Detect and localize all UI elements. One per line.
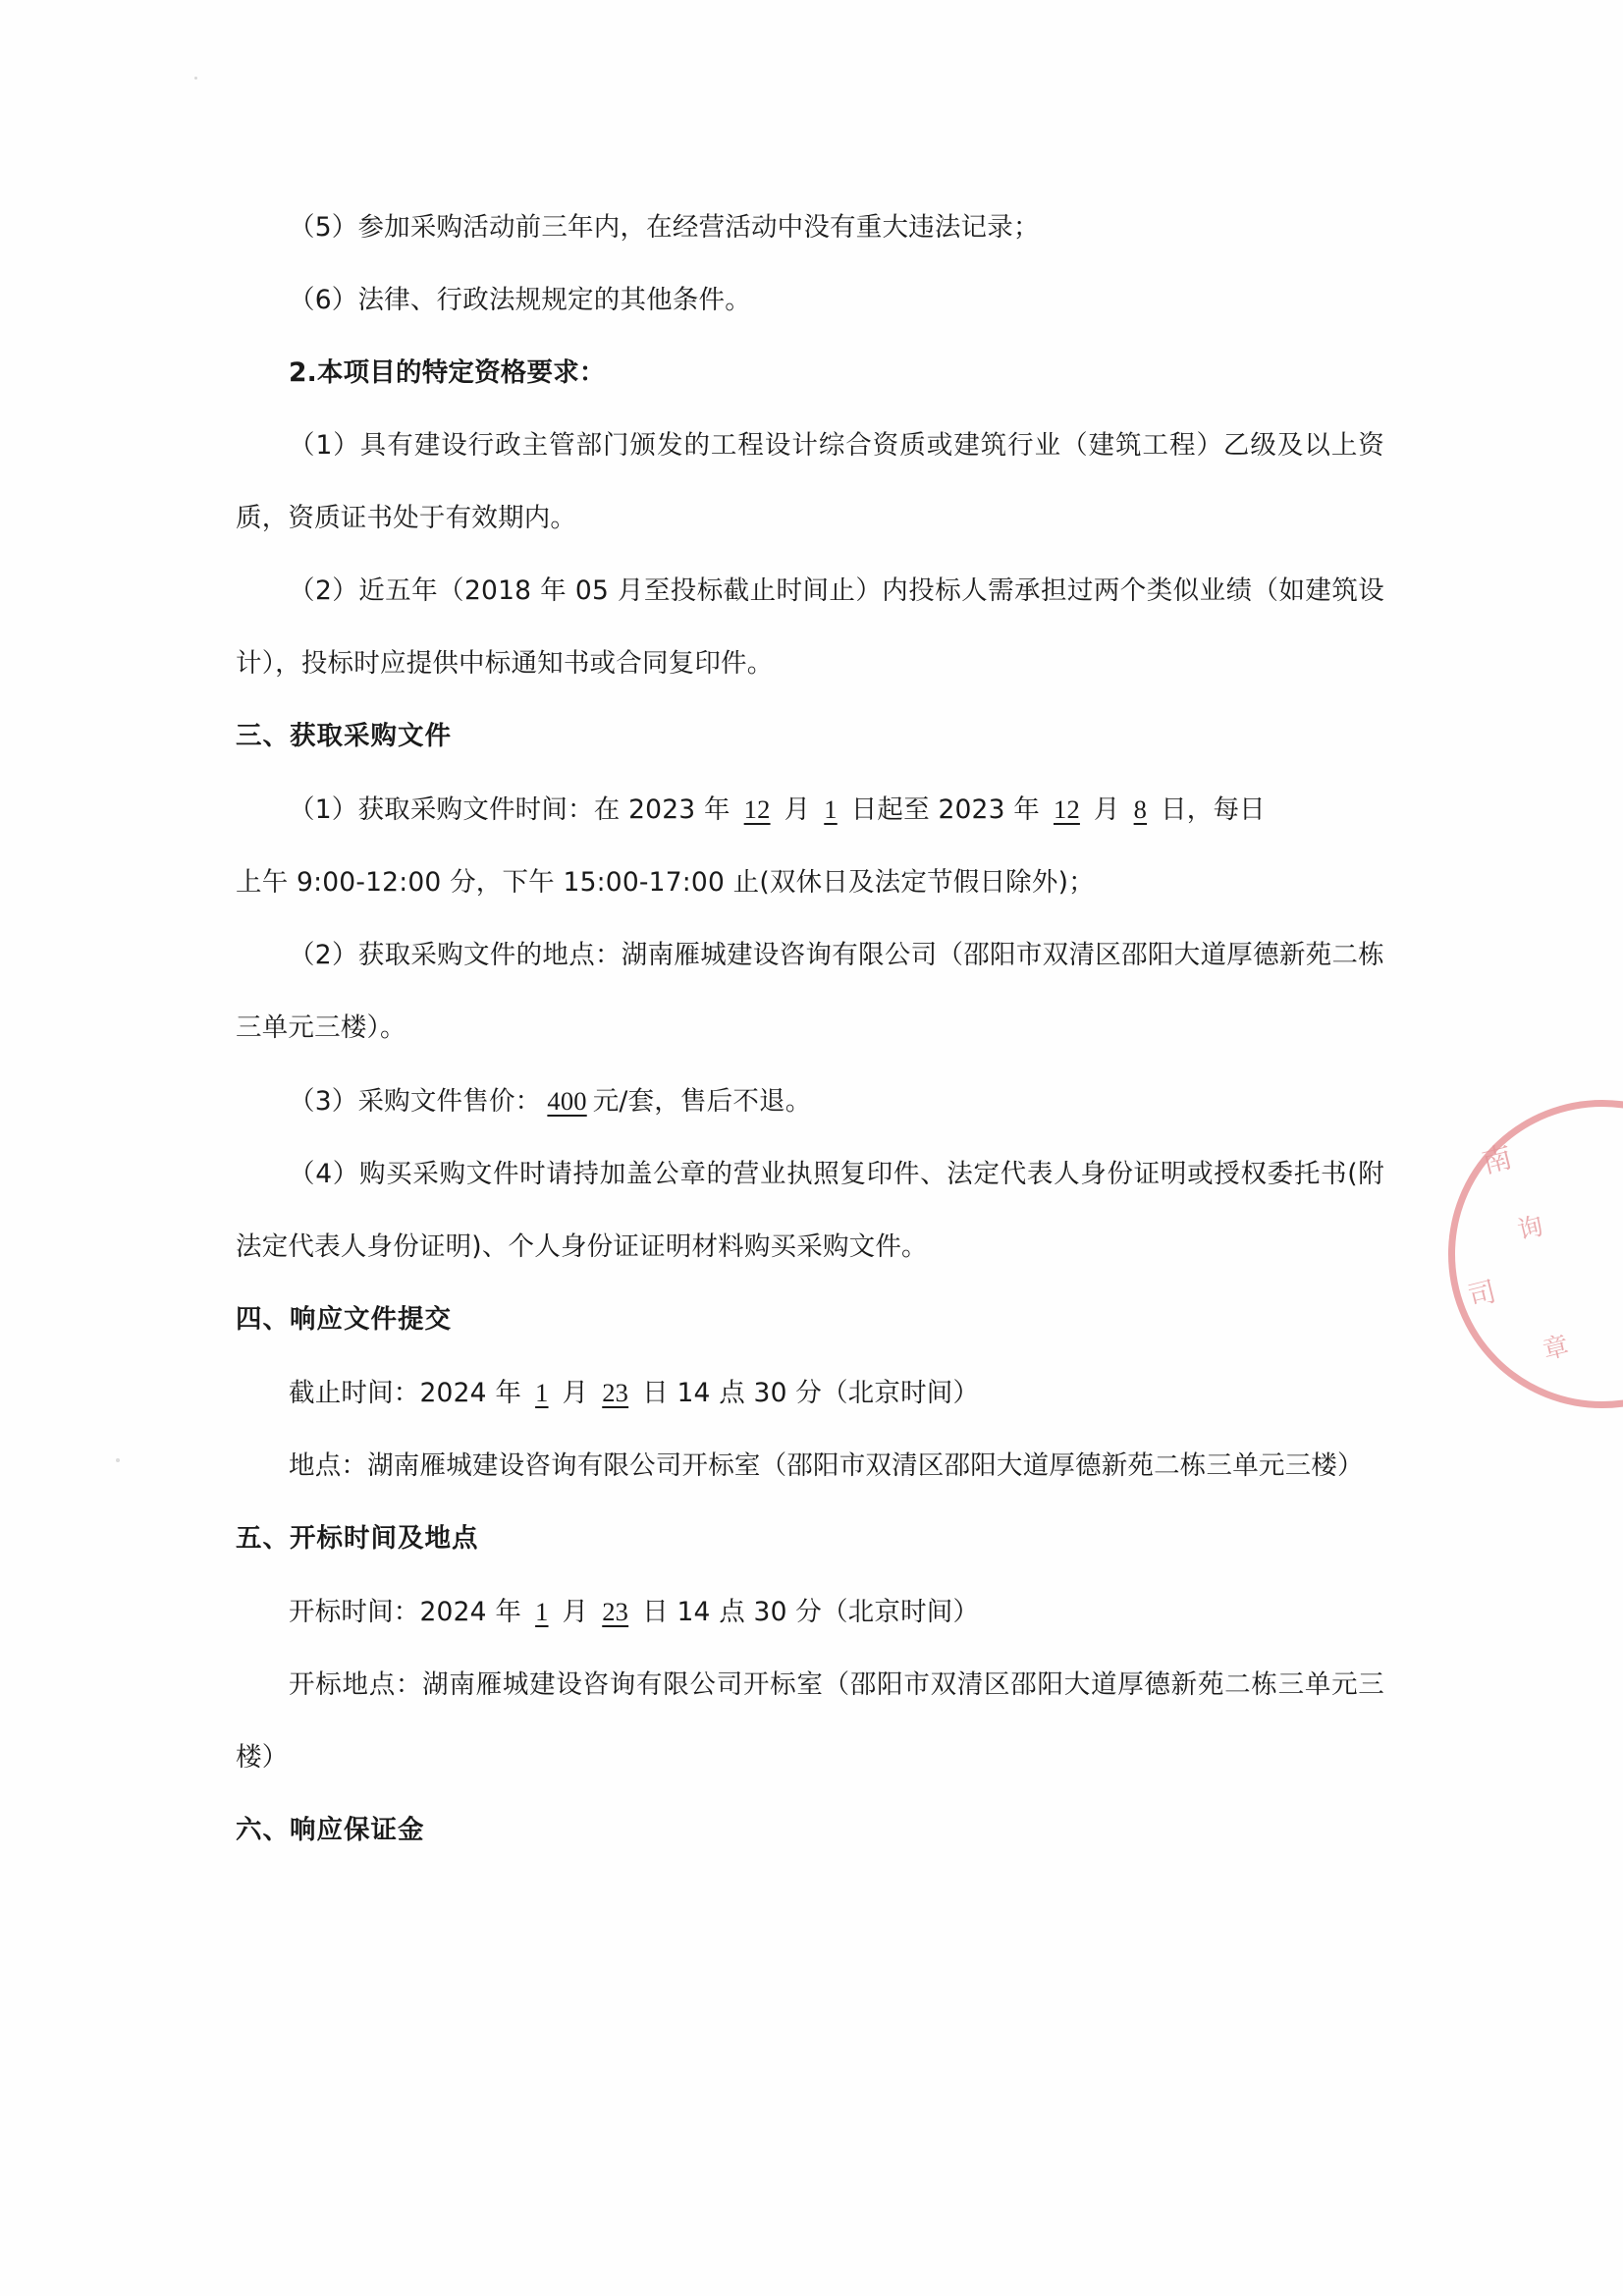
month-label-2: 月 — [1093, 794, 1120, 825]
seal-text-3: 司 — [1464, 1274, 1501, 1314]
bid-open-month: 1 — [535, 1597, 549, 1626]
document-body — [236, 191, 1384, 1867]
bid-open-day: 23 — [602, 1597, 629, 1626]
section-heading-six: 六、响应保证金 — [236, 1815, 425, 1845]
buy-file-note: （4）购买采购文件时请持加盖公章的营业执照复印件、法定代表人身份证明或授权委托书(附法定代表人身份证明)、个人身份证证明材料购买采购文件。 — [236, 1159, 1384, 1262]
deadline-month-label: 月 — [562, 1378, 589, 1408]
deadline-day: 23 — [602, 1378, 629, 1407]
day-label-2: 日，每日 — [1161, 794, 1266, 825]
file-price-suffix: 元/套，售后不退。 — [592, 1086, 812, 1117]
get-file-start-month: 12 — [743, 794, 771, 824]
section-heading-four: 四、响应文件提交 — [236, 1304, 452, 1335]
seal-text-4: 章 — [1540, 1330, 1574, 1366]
clause-5: （5）参加采购活动前三年内，在经营活动中没有重大违法记录； — [289, 212, 1040, 243]
qualification-item-1: （1）具有建设行政主管部门颁发的工程设计综合资质或建筑行业（建筑工程）乙级及以上资质，资质证书处于有效期内。 — [236, 430, 1384, 533]
section-heading-three: 三、获取采购文件 — [236, 721, 452, 751]
bid-open-day-label: 日 14 点 30 分（北京时间） — [642, 1597, 980, 1627]
bid-open-place: 开标地点：湖南雁城建设咨询有限公司开标室（邵阳市双清区邵阳大道厚德新苑二栋三单元三楼） — [236, 1669, 1384, 1773]
specific-qualification-heading: 2.本项目的特定资格要求： — [289, 357, 606, 388]
file-price-value: 400 — [547, 1086, 587, 1116]
get-file-end-month: 12 — [1054, 794, 1080, 824]
deadline-day-label: 日 14 点 30 分（北京时间） — [642, 1378, 980, 1408]
get-file-start-day: 1 — [824, 794, 838, 824]
submission-deadline — [236, 1356, 1384, 1430]
get-file-end-day: 8 — [1133, 794, 1148, 824]
clause-6: （6）法律、行政法规规定的其他条件。 — [289, 285, 751, 315]
bid-open-time-prefix: 开标时间：2024 年 — [289, 1597, 522, 1627]
red-seal-fragment — [1448, 1100, 1623, 1414]
bid-open-month-label: 月 — [562, 1597, 589, 1627]
qualification-item-2: （2）近五年（2018 年 05 月至投标截止时间止）内投标人需承担过两个类似业绩（如建筑设计），投标时应提供中标通知书或合同复印件。 — [236, 575, 1384, 679]
file-price-prefix: （3）采购文件售价： — [289, 1086, 542, 1117]
section-heading-five: 五、开标时间及地点 — [236, 1523, 479, 1554]
seal-ring — [1448, 1100, 1623, 1408]
seal-text-1: 南 — [1479, 1139, 1518, 1181]
scan-artifact-2 — [116, 1458, 120, 1462]
day-label-1: 日起至 2023 年 — [850, 794, 1041, 825]
get-file-time — [236, 773, 1384, 919]
scan-artifact — [194, 77, 197, 80]
seal-text-2: 询 — [1514, 1210, 1548, 1246]
bid-open-time — [236, 1575, 1384, 1649]
get-file-place: （2）获取采购文件的地点：湖南雁城建设咨询有限公司（邵阳市双清区邵阳大道厚德新苑二栋三单元三楼）。 — [236, 940, 1384, 1043]
month-label-1: 月 — [784, 794, 811, 825]
get-file-time-line2: 上午 9:00-12:00 分，下午 15:00-17:00 止(双休日及法定节假日除外)； — [236, 867, 1095, 898]
deadline-month: 1 — [535, 1378, 549, 1407]
file-price — [236, 1065, 1384, 1138]
get-file-time-prefix: （1）获取采购文件时间：在 2023 年 — [289, 794, 730, 825]
submission-place: 地点：湖南雁城建设咨询有限公司开标室（邵阳市双清区邵阳大道厚德新苑二栋三单元三楼） — [289, 1450, 1364, 1481]
deadline-prefix: 截止时间：2024 年 — [289, 1378, 522, 1408]
